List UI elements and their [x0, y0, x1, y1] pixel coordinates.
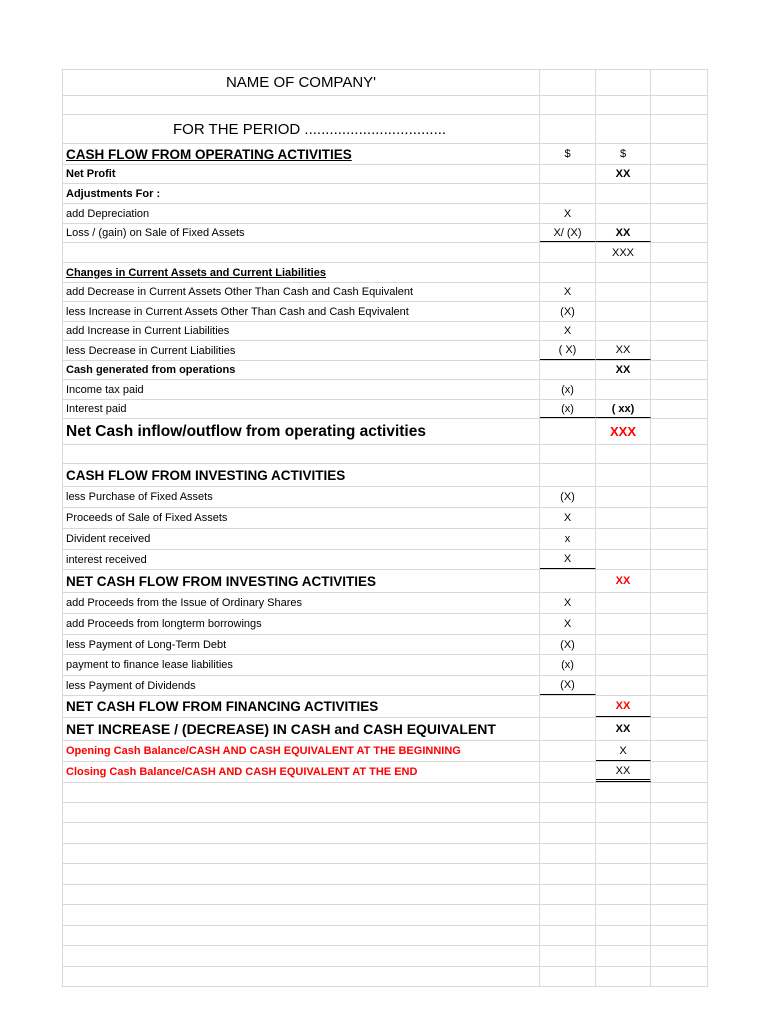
table-row: add Depreciation X: [63, 204, 707, 224]
empty-row: [63, 946, 707, 967]
table-row: add Increase in Current Liabilities X: [63, 322, 707, 341]
empty-row: [63, 864, 707, 885]
operating-heading-row: [63, 144, 707, 165]
table-row: Adjustments For :: [63, 184, 707, 204]
table-row: add Proceeds from the Issue of Ordinary Shares X: [63, 593, 707, 614]
net-investing-value: XX: [596, 570, 651, 592]
net-financing-row: [63, 696, 707, 718]
investing-heading: CASH FLOW FROM INVESTING ACTIVITIES: [63, 464, 540, 486]
company-name: NAME OF COMPANY': [63, 70, 540, 95]
empty-row: [63, 823, 707, 844]
opening-balance-value: X: [596, 741, 651, 761]
opening-balance-label: Opening Cash Balance/CASH AND CASH EQUIVALENT AT THE BEGINNING: [63, 741, 540, 761]
net-increase-value: XX: [596, 718, 651, 740]
net-operating-row: [63, 419, 707, 445]
table-row: Divident received x: [63, 529, 707, 550]
net-investing-row: [63, 570, 707, 593]
table-row: interest received X: [63, 550, 707, 570]
blank-row: [63, 445, 707, 464]
table-row: less Purchase of Fixed Assets (X): [63, 487, 707, 508]
table-row: add Decrease in Current Assets Other Than Cash and Cash Equivalent X: [63, 283, 707, 302]
net-increase-row: [63, 718, 707, 741]
table-row: less Decrease in Current Liabilities ( X) XX: [63, 341, 707, 361]
opening-balance-row: [63, 741, 707, 762]
table-row: add Proceeds from longterm borrowings X: [63, 614, 707, 635]
currency-col-a: $: [540, 144, 596, 164]
table-row: XXX: [63, 243, 707, 263]
table-row: Net Profit XX: [63, 165, 707, 184]
empty-row: [63, 905, 707, 926]
currency-col-b: $: [596, 144, 651, 164]
closing-balance-label: Closing Cash Balance/CASH AND CASH EQUIVALENT AT THE END: [63, 762, 540, 782]
empty-row: [63, 967, 707, 986]
net-increase-label: NET INCREASE / (DECREASE) IN CASH and CASH EQUIVALENT: [63, 718, 540, 740]
table-row: Loss / (gain) on Sale of Fixed Assets X/ (X) XX: [63, 224, 707, 243]
net-operating-value: XXX: [596, 419, 651, 444]
blank-row: [63, 96, 707, 115]
net-financing-value: XX: [596, 696, 651, 717]
empty-row: [63, 844, 707, 864]
closing-balance-value: XX: [596, 762, 651, 782]
operating-heading: CASH FLOW FROM OPERATING ACTIVITIES: [63, 144, 540, 164]
empty-row: [63, 803, 707, 823]
table-row: less Payment of Long-Term Debt (X): [63, 635, 707, 655]
closing-balance-row: [63, 762, 707, 783]
empty-row: [63, 926, 707, 946]
investing-heading-row: [63, 464, 707, 487]
table-row: Changes in Current Assets and Current Liabilities: [63, 263, 707, 283]
table-row: Income tax paid (x): [63, 380, 707, 400]
empty-row: [63, 783, 707, 803]
net-financing-label: NET CASH FLOW FROM FINANCING ACTIVITIES: [63, 696, 540, 717]
empty-row: [63, 885, 707, 905]
net-operating-label: Net Cash inflow/outflow from operating activities: [63, 419, 540, 444]
period-row: [63, 115, 707, 144]
table-row: less Increase in Current Assets Other Than Cash and Cash Eqvivalent (X): [63, 302, 707, 322]
period-label: FOR THE PERIOD ..................................: [63, 115, 540, 143]
table-row: Interest paid (x) ( xx): [63, 400, 707, 419]
title-row: [63, 70, 707, 96]
cash-flow-sheet: [62, 69, 708, 987]
table-row: Cash generated from operations XX: [63, 361, 707, 380]
table-row: payment to finance lease liabilities (x): [63, 655, 707, 676]
net-investing-label: NET CASH FLOW FROM INVESTING ACTIVITIES: [63, 570, 540, 592]
table-row: less Payment of Dividends (X): [63, 676, 707, 696]
table-row: Proceeds of Sale of Fixed Assets X: [63, 508, 707, 529]
